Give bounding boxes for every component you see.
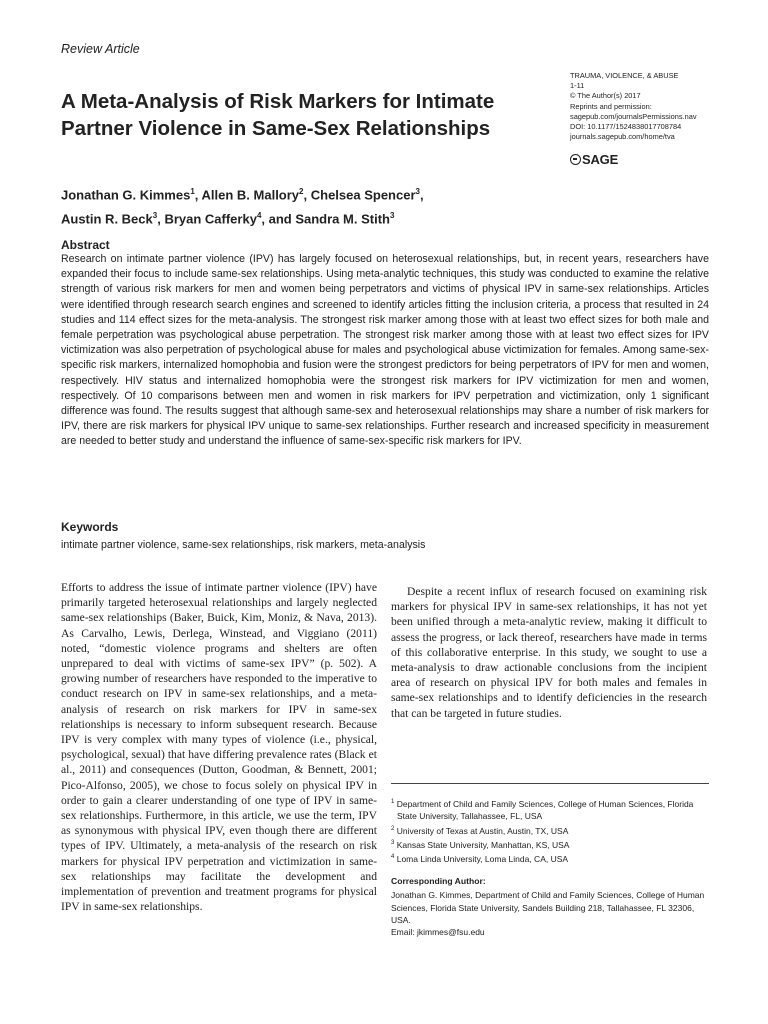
- author-name: Bryan Cafferky: [164, 211, 257, 227]
- affiliation-item: [391, 823, 711, 837]
- author-affiliation-marker: 3: [389, 211, 395, 221]
- copyright: © The Author(s) 2017: [570, 91, 641, 101]
- corresponding-author-text: Jonathan G. Kimmes, Department of Child and Family Sciences, College of Human Sciences, Florida State University, Sandels Building 218, Tallahassee, FL 32306, USA.: [391, 890, 705, 925]
- author-name: Sandra M. Stith: [295, 211, 390, 227]
- author-name: Chelsea Spencer: [310, 187, 416, 203]
- affiliation-number: 2: [391, 825, 395, 832]
- affiliations-list: [391, 796, 711, 866]
- body-left-column: Efforts to address the issue of intimate partner violence (IPV) have primarily targeted heterosexual relationships and largely neglected same-sex relationships (Baker, Buick, Kim, Moniz, & Nava, 2013). As Carvalho, Lewis, Derlega, Winstead, and Viggiano (2011) noted, “domestic violence programs and shelters are often unprepared to deal with victims of same-sex IPV” (p. 502). A growing number of researchers have responded to the imperative to conduct research on IPV in same-sex relationships, and a meta-analysis of research on risk markers for IPV in same-sex relationships is necessary to inform subsequent research. Because IPV is very complex with many types of violence (i.e., physical, psychological, sexual) that have differing prevalence rates (Black et al., 2011) and consequences (Dutton, Goodman, & Bennett, 2001; Pico-Alfonso, 2005), we chose to focus solely on physical IPV in order to gain a clearer understanding of one type of IPV in same-sex relationships. Furthermore, in this article, we use the term, IPV as synonymous with physical IPV, even though there are different types of IPV. Ultimately, a meta-analysis of the research on risk markers for physical IPV perpetration and victimization in same-sex relationships may facilitate the development and implementation of prevention and treatment programs for physical IPV in same-sex relationships.: [61, 581, 377, 914]
- keywords-heading: Keywords: [61, 520, 119, 534]
- affiliation-text: Loma Linda University, Loma Linda, CA, USA: [396, 854, 569, 865]
- author-affiliation-marker: 3: [415, 187, 420, 196]
- affiliation-item: [391, 851, 711, 865]
- affiliation-text: Kansas State University, Manhattan, KS, USA: [396, 839, 570, 850]
- author-name: Jonathan G. Kimmes: [61, 187, 191, 203]
- abstract-text: Research on intimate partner violence (IPV) has largely focused on heterosexual relationships, but, in recent years, researchers have expanded their focus to include same-sex relationships. Using meta-analytic techniques, this study was conducted to examine the relative strength of various risk markers for men and women being perpetrators and victims of physical IPV in same-sex relationships. Articles were identified through research search engines and screened to identify articles fitting the inclusion criteria, a process that resulted in 24 studies and 114 effect sizes for the meta-analysis. The strongest risk marker among those with at least two effect sizes for both male and female perpetration was psychological abuse perpetration. The strongest risk marker among those with at least two effect sizes for IPV victimization was also perpetration of psychological abuse for males and psychological abuse victimization for females. Among same-sex-specific risk markers, internalized homophobia and fusion were the strongest predictors for being perpetrators of IPV for men and women, respectively. HIV status and internalized homophobia were the strongest risk markers for IPV victimization for men and women, respectively. Of 10 comparisons between men and women in risk markers for IPV perpetration and victimization, only 1 significant difference was found. The results suggest that although same-sex and heterosexual relationships may share a number of risk markers for IPV, there are risk markers for physical IPV unique to same-sex relationships. Further research and increased specificity in measurement are needed to better study and understand the influence of same-sex-specific risk markers for IPV.: [61, 253, 709, 448]
- doi[interactable]: DOI: 10.1177/1524838017708784: [570, 122, 682, 132]
- author-name: Allen B. Mallory: [201, 187, 300, 203]
- affiliation-item: [391, 837, 711, 851]
- reprints-line: Reprints and permission:: [570, 101, 652, 111]
- journal-info: [570, 71, 760, 142]
- article-title: A Meta-Analysis of Risk Markers for Intimate Partner Violence in Same-Sex Relationships: [61, 90, 495, 140]
- author-affiliation-marker: 1: [190, 187, 195, 196]
- permissions-link[interactable]: sagepub.com/journalsPermissions.nav: [570, 111, 697, 121]
- article-type-label: Review Article: [61, 42, 140, 56]
- corresponding-author-email[interactable]: Email: jkimmes@fsu.edu: [391, 927, 485, 937]
- affiliation-text: University of Texas at Austin, Austin, TX, USA: [396, 825, 569, 836]
- journal-name: TRAUMA, VIOLENCE, & ABUSE: [570, 71, 679, 80]
- sage-logo-text: SAGE: [582, 152, 619, 167]
- footnote-divider: [391, 783, 709, 784]
- keywords-text: intimate partner violence, same-sex relationships, risk markers, meta-analysis: [61, 539, 426, 551]
- body-right-column: Despite a recent influx of research focused on examining risk markers for physical IPV in same-sex relationships, it has not yet been unified through a meta-analytic review, making it difficult to assess the progress, or lack thereof, researchers have made in terms of this collaborative enterprise. In this study, we sought to use a meta-analysis to draw actionable conclusions from the incipient area of research on physical IPV for both males and females in same-sex relationships and to identify deficiencies in the research that can be targeted in future studies.: [391, 585, 707, 720]
- author-affiliation-marker: 2: [299, 187, 304, 196]
- page-range: 1-11: [570, 81, 585, 91]
- author-name: Austin R. Beck: [61, 211, 153, 227]
- author-affiliation-marker: 3: [152, 211, 158, 221]
- sage-logo: [570, 152, 618, 167]
- journal-url[interactable]: journals.sagepub.com/home/tva: [570, 132, 675, 142]
- affiliation-number: 3: [391, 840, 395, 847]
- affiliation-text: Department of Child and Family Sciences, College of Human Sciences, Florida State University, Tallahassee, FL, USA: [396, 798, 694, 822]
- author-affiliation-marker: 4: [256, 211, 262, 221]
- affiliation-number: 1: [391, 799, 395, 805]
- author-list: Jonathan G. Kimmes$^1$, Allen B. Mallory$^2$, Chelsea Spencer$^3$, Austin R. Beck$^3$, Bryan Cafferky$^4$, and Sandra M. Stith$^3$: [61, 187, 424, 227]
- corresponding-author-heading: Corresponding Author:: [391, 876, 486, 886]
- sage-logo-icon: [570, 154, 581, 165]
- affiliation-number: 4: [391, 854, 395, 861]
- affiliation-item: [391, 796, 711, 823]
- abstract-heading: Abstract: [61, 238, 110, 252]
